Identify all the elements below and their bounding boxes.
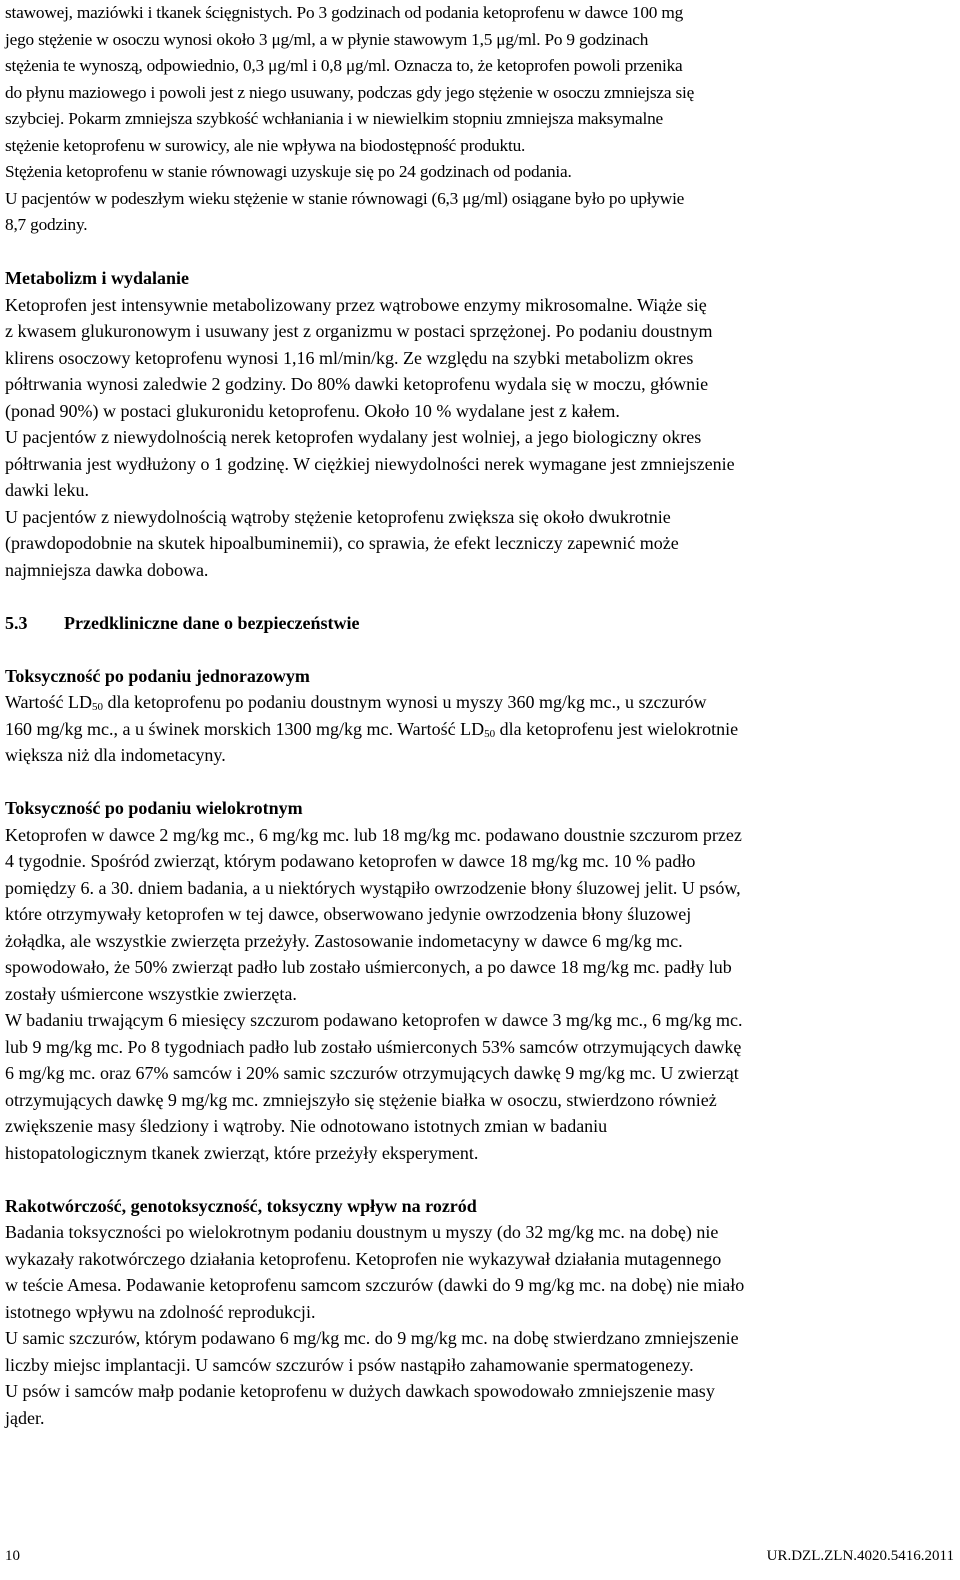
subscript: 50 xyxy=(92,701,104,713)
section-title: Przedkliniczne dane o bezpieczeństwie xyxy=(64,612,360,633)
text-line: otrzymujących dawkę 9 mg/kg mc. zmniejszyło się stężenie białka w osoczu, stwierdzono również xyxy=(5,1089,717,1110)
text-line: Ketoprofen w dawce 2 mg/kg mc., 6 mg/kg mc. lub 18 mg/kg mc. podawano doustnie szczurom przez xyxy=(5,824,742,845)
text-line: zwiększenie masy śledziony i wątroby. Nie odnotowano istotnych zmian w badaniu xyxy=(5,1116,608,1136)
text-line: Wartość $LD_{50}$ dla ketoprofenu po podaniu doustnym wynosi u myszy 360 mg/kg mc., u szczurów xyxy=(5,692,707,713)
text-line: lub 9 mg/kg mc. Po 8 tygodniach padło lub zostało uśmierconych 53% samców otrzymujących dawkę xyxy=(5,1036,742,1057)
text-line: jąder. xyxy=(5,1407,45,1428)
text-line: 4 tygodnie. Spośród zwierząt, którym podawano ketoprofen w dawce 18 mg/kg mc. 10 % padło xyxy=(5,851,696,871)
repeated-dose-heading: Toksyczność po podaniu wielokrotnym xyxy=(5,798,303,818)
text-line: 160 mg/kg mc., a u świnek morskich 1300 mg/kg mc. Wartość $LD_{50}$ dla ketoprofenu jest wielokrotnie xyxy=(5,718,739,740)
text-line: najmniejsza dawka dobowa. xyxy=(5,559,209,580)
carcinogenicity-paragraph xyxy=(5,1219,951,1431)
single-dose-heading: Toksyczność po podaniu jednorazowym xyxy=(5,665,310,686)
section-heading xyxy=(5,610,951,637)
text-line: (prawdopodobnie na skutek hipoalbuminemii), co sprawia, że efekt leczniczy zapewnić może xyxy=(5,533,679,553)
text-line: Ketoprofen jest intensywnie metabolizowany przez wątrobowe enzymy mikrosomalne. Wiąże się xyxy=(5,294,707,315)
text-line: szybciej. Pokarm zmniejsza szybkość wchłaniania i w niewielkim stopniu zmniejsza maksymalne xyxy=(5,109,663,128)
text-line: U pacjentów w podeszłym wieku stężenie w stanie równowagi (6,3 μg/ml) osiągane było po upływie xyxy=(5,188,685,208)
text-line: 6 mg/kg mc. oraz 67% samców i 20% samic szczurów otrzymujących dawkę 9 mg/kg mc. U zwierząt xyxy=(5,1063,739,1083)
text-line: klirens osoczowy ketoprofenu wynosi 1,16 ml/min/kg. Ze względu na szybki metabolizm okres xyxy=(5,347,694,368)
metabolism-heading: Metabolizm i wydalanie xyxy=(5,268,189,288)
section-number: 5.3 xyxy=(5,612,28,633)
text-line: pomiędzy 6. a 30. dniem badania, a u niektórych wystąpiło owrzodzenie błony śluzowej jelit. U psów, xyxy=(5,877,741,898)
text-line: liczby miejsc implantacji. U samców szczurów i psów nastąpiło zahamowanie spermatogenezy. xyxy=(5,1354,694,1375)
text-line: U pacjentów z niewydolnością nerek ketoprofen wydalany jest wolniej, a jego biologiczny okres xyxy=(5,427,702,447)
carcinogenicity-heading: Rakotwórczość, genotoksyczność, toksyczny wpływ na rozród xyxy=(5,1195,477,1216)
text-line: wykazały rakotwórczego działania ketoprofenu. Ketoprofen nie wykazywał działania mutagennego xyxy=(5,1248,722,1269)
metabolism-paragraph xyxy=(5,292,951,584)
text-line: stawowej, maziówki i tkanek ścięgnistych. Po 3 godzinach od podania ketoprofenu w dawce 100 mg xyxy=(5,3,684,22)
text-line: histopatologicznym tkanek zwierząt, które przeżyły eksperyment. xyxy=(5,1142,479,1163)
document-reference: UR.DZL.ZLN.4020.5416.2011 xyxy=(766,1548,954,1564)
text-line: W badaniu trwającym 6 miesięcy szczurom podawano ketoprofen w dawce 3 mg/kg mc., 6 mg/kg mc. xyxy=(5,1010,743,1030)
text-line: w teście Amesa. Podawanie ketoprofenu samcom szczurów (dawki do 9 mg/kg mc. na dobę) nie miało xyxy=(5,1275,745,1295)
repeated-dose-paragraph xyxy=(5,822,951,1167)
text-line: U samic szczurów, którym podawano 6 mg/kg mc. do 9 mg/kg mc. na dobę stwierdzano zmniejszenie xyxy=(5,1328,739,1348)
single-dose-paragraph xyxy=(5,689,951,769)
text-line: 8,7 godziny. xyxy=(5,215,88,234)
text-line: (ponad 90%) w postaci glukuronidu ketoprofenu. Około 10 % wydalane jest z kałem. xyxy=(5,400,620,421)
text-line: U psów i samców małp podanie ketoprofenu w dużych dawkach spowodowało zmniejszenie masy xyxy=(5,1381,715,1401)
text-line: stężenie ketoprofenu w surowicy, ale nie wpływa na biodostępność produktu. xyxy=(5,135,526,155)
text-line: półtrwania jest wydłużony o 1 godzinę. W ciężkiej niewydolności nerek wymagane jest zmniejszenie xyxy=(5,453,735,474)
text-line: stężenia te wynoszą, odpowiednio, 0,3 μg/ml i 0,8 μg/ml. Oznacza to, że ketoprofen powoli przenika xyxy=(5,56,683,75)
text-line: dawki leku. xyxy=(5,480,89,500)
text-line: Badania toksyczności po wielokrotnym podaniu doustnym u myszy (do 32 mg/kg mc. na dobę) nie xyxy=(5,1222,719,1242)
text-line: do płynu maziowego i powoli jest z niego usuwany, podczas gdy jego stężenie w osoczu zmniejsza się xyxy=(5,82,695,102)
page-number: 10 xyxy=(5,1548,20,1564)
text-line: U pacjentów z niewydolnością wątroby stężenie ketoprofenu zwiększa się około dwukrotnie xyxy=(5,506,671,527)
text-line: istotnego wpływu na zdolność reprodukcji. xyxy=(5,1301,316,1322)
text-line: żołądka, ale wszystkie zwierzęta przeżyły. Zastosowanie indometacyny w dawce 6 mg/kg mc. xyxy=(5,930,683,951)
pharmacokinetics-paragraph xyxy=(5,0,951,239)
text-line: z kwasem glukuronowym i usuwany jest z organizmu w postaci sprzężonej. Po podaniu doustnym xyxy=(5,321,713,341)
text-line: zostały uśmiercone wszystkie zwierzęta. xyxy=(5,983,297,1004)
subscript: 50 xyxy=(484,727,496,740)
text-line: spowodowało, że 50% zwierząt padło lub zostało uśmierconych, a po dawce 18 mg/kg mc. padły lub xyxy=(5,957,732,977)
text-line: jego stężenie w osoczu wynosi około 3 μg/ml, a w płynie stawowym 1,5 μg/ml. Po 9 godzinach xyxy=(5,29,649,49)
text-line: większa niż dla indometacyny. xyxy=(5,745,226,765)
text-line: Stężenia ketoprofenu w stanie równowagi uzyskuje się po 24 godzinach od podania. xyxy=(5,162,572,181)
document-page xyxy=(5,0,951,1431)
text-line: które otrzymywały ketoprofen w tej dawce, obserwowano jedynie owrzodzenia błony śluzowej xyxy=(5,904,692,924)
text-line: półtrwania wynosi zaledwie 2 godziny. Do 80% dawki ketoprofenu wydala się w moczu, głównie xyxy=(5,374,709,394)
